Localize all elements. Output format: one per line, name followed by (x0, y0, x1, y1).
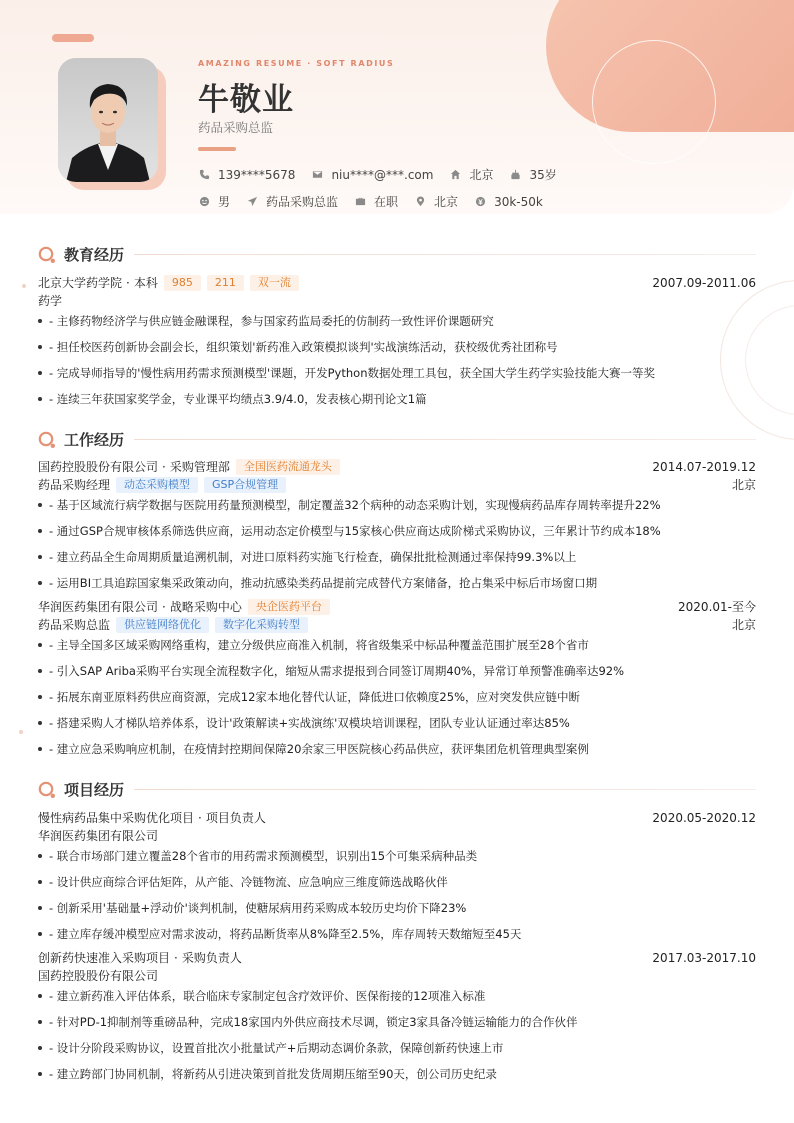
major: 药学 (38, 294, 63, 308)
phone-text: 139****5678 (218, 167, 296, 182)
title-underline (198, 147, 236, 151)
project-org-row (38, 827, 756, 844)
job-bullet: - 引入SAP Ariba采购平台实现全流程数字化，缩短从需求提报到合同签订周期40%，异常订单预警准确率达92% (38, 663, 756, 679)
education-bullet: - 连续三年获国家奖学金，专业课平均绩点3.9/4.0，发表核心期刊论文1篇 (38, 391, 756, 407)
project-bullet: - 设计供应商综合评估矩阵，从产能、冷链物流、应急响应三维度筛选战略伙伴 (38, 874, 756, 890)
education-period: 2007.09-2011.06 (652, 275, 756, 290)
section-search-icon (38, 246, 56, 264)
target-position-text: 药品采购总监 (266, 195, 339, 209)
location-pin-icon (414, 196, 426, 208)
skill-tag: 数字化采购转型 (215, 617, 308, 633)
skill-tag: 动态采购模型 (116, 477, 198, 493)
education-title: 教育经历 (64, 246, 125, 264)
education-bullet: - 完成导师指导的'慢性病用药需求预测模型'课题，开发Python数据处理工具包，获全国大学生药学实验技能大赛一等奖 (38, 365, 756, 381)
project-bullet: - 设计分阶段采购协议，设置首批次小批量试产+后期动态调价条款，保障创新药快速上市 (38, 1040, 756, 1056)
resume-header (0, 0, 794, 214)
home-city-text: 北京 (469, 168, 494, 182)
email-text: niu****@***.com (331, 167, 434, 182)
salary-icon (474, 196, 486, 208)
briefcase-icon (354, 196, 366, 208)
project-bullet: - 建立新药准入评估体系，联合临床专家制定包含疗效评价、医保衔接的12项准入标准 (38, 988, 756, 1004)
home-city-item (449, 166, 493, 183)
projects-section-header (38, 779, 756, 800)
page-decor-dot (19, 730, 23, 734)
company-name: 国药控股股份有限公司 (38, 460, 159, 474)
skill-tag: GSP合规管理 (204, 477, 286, 493)
age-item (509, 166, 556, 183)
target-city-text: 北京 (434, 195, 459, 209)
contact-row-1 (198, 166, 573, 183)
job-bullet: - 主导全国多区域采购网络重构，建立分级供应商准入机制，将省级集采中标品种覆盖范围扩展至28个省市 (38, 637, 756, 653)
phone-item (198, 168, 295, 182)
salary-item (474, 195, 543, 209)
target-city-item (414, 193, 458, 210)
job-bullet: - 建立应急采购响应机制，在疫情封控期间保障20余家三甲医院核心药品供应，获评集团危机管理典型案例 (38, 741, 756, 757)
resume-eyebrow: AMAZING RESUME · SOFT RADIUS (198, 59, 395, 68)
skill-tag: 供应链网络优化 (116, 617, 209, 633)
school-tag: 双一流 (250, 275, 299, 291)
projects-title: 项目经历 (64, 781, 125, 799)
gender-icon (198, 196, 210, 208)
header-decor-ring (592, 40, 716, 164)
avatar (58, 58, 158, 182)
section-divider (134, 439, 756, 440)
phone-icon (198, 169, 210, 181)
company-name: 华润医药集团有限公司 (38, 600, 159, 614)
job-entry-header (38, 458, 756, 475)
project-role: 采购负责人 (181, 951, 242, 965)
project-bullet: - 针对PD-1抑制剂等重磅品种，完成18家国内外供应商技术尽调，锁定3家具备冷链运输能力的合作伙伴 (38, 1014, 756, 1030)
candidate-title: 药品采购总监 (198, 120, 274, 135)
work-title: 工作经历 (64, 431, 125, 449)
project-role: 项目负责人 (205, 811, 266, 825)
employment-status-text: 在职 (374, 195, 399, 209)
section-search-icon (38, 781, 56, 799)
company-tag: 全国医药流通龙头 (236, 459, 340, 475)
mail-icon (311, 169, 323, 181)
age-text: 35岁 (529, 168, 557, 182)
project-period: 2017.03-2017.10 (652, 950, 756, 965)
job-bullet: - 建立药品全生命周期质量追溯机制，对进口原料药实施飞行检查，确保批批检测通过率保持99.3%以上 (38, 549, 756, 565)
project-period: 2020.05-2020.12 (652, 810, 756, 825)
page-decor-dot (22, 284, 26, 288)
job-role-row (38, 476, 756, 493)
send-icon (246, 196, 258, 208)
job-bullet: - 拓展东南亚原料药供应商资源，完成12家本地化替代认证，降低进口依赖度25%，应对突发供应链中断 (38, 689, 756, 705)
job-bullet: - 基于区域流行病学数据与医院用药量预测模型，制定覆盖32个病种的动态采购计划，实现慢病药品库存周转率提升22% (38, 497, 756, 513)
home-icon (449, 169, 461, 181)
education-major-row (38, 292, 756, 309)
cake-icon (509, 169, 521, 181)
section-search-icon (38, 431, 56, 449)
separator-dot: · (174, 950, 178, 965)
gender-text: 男 (218, 195, 231, 209)
section-divider (134, 789, 756, 790)
separator-dot: · (126, 275, 130, 290)
candidate-name: 牛敬业 (198, 82, 294, 118)
job-city: 北京 (731, 618, 756, 632)
job-entry-header (38, 598, 756, 615)
department: 战略采购中心 (169, 600, 242, 614)
project-name: 慢性病药品集中采购优化项目 (38, 811, 195, 825)
job-bullet: - 搭建采购人才梯队培养体系，设计'政策解读+实战演练'双模块培训课程，团队专业认证通过率达85% (38, 715, 756, 731)
salary-text: 30k-50k (494, 194, 543, 209)
target-position-item (246, 193, 338, 210)
school-name: 北京大学药学院 (38, 276, 123, 290)
separator-dot: · (198, 810, 202, 825)
gender-item (198, 193, 230, 210)
job-bullet: - 通过GSP合规审核体系筛选供应商，运用动态定价模型与15家核心供应商达成阶梯式采购协议，三年累计节约成本18% (38, 523, 756, 539)
project-bullet: - 建立库存缓冲模型应对需求波动，将药品断货率从8%降至2.5%，库存周转天数缩短至45天 (38, 926, 756, 942)
education-entry-header (38, 274, 756, 291)
project-bullet: - 联合市场部门建立覆盖28个省市的用药需求预测模型，识别出15个可集采病种品类 (38, 848, 756, 864)
job-role-row (38, 616, 756, 633)
contact-row-2 (198, 193, 559, 210)
separator-dot: · (162, 459, 166, 474)
school-tag: 211 (207, 275, 244, 291)
section-divider (134, 254, 756, 255)
project-org-row (38, 967, 756, 984)
company-tag: 央企医药平台 (248, 599, 330, 615)
header-decor-bar (52, 34, 94, 42)
job-bullet: - 运用BI工具追踪国家集采政策动向，推动抗感染类药品提前完成替代方案储备，抢占集采中标后市场窗口期 (38, 575, 756, 591)
job-period: 2020.01-至今 (678, 600, 756, 614)
education-bullet: - 主修药物经济学与供应链金融课程，参与国家药监局委托的仿制药一致性评价课题研究 (38, 313, 756, 329)
project-entry-header (38, 949, 756, 966)
project-bullet: - 创新采用'基础量+浮动价'谈判机制，使糖尿病用药采购成本较历史均价下降23% (38, 900, 756, 916)
degree: 本科 (133, 276, 158, 290)
project-org: 华润医药集团有限公司 (38, 829, 159, 843)
email-item (311, 168, 433, 182)
job-role: 药品采购经理 (38, 478, 111, 492)
education-section-header (38, 244, 756, 265)
project-bullet: - 建立跨部门协同机制，将新药从引进决策到首批发货周期压缩至90天，创公司历史纪录 (38, 1066, 756, 1082)
department: 采购管理部 (169, 460, 230, 474)
work-section-header (38, 429, 756, 450)
project-entry-header (38, 809, 756, 826)
employment-status-item (354, 193, 398, 210)
separator-dot: · (162, 599, 166, 614)
job-city: 北京 (731, 478, 756, 492)
school-tag: 985 (164, 275, 201, 291)
project-name: 创新药快速准入采购项目 (38, 951, 171, 965)
job-period: 2014.07-2019.12 (652, 459, 756, 474)
job-role: 药品采购总监 (38, 618, 111, 632)
education-bullet: - 担任校医药创新协会副会长，组织策划'新药准入政策模拟谈判'实战演练活动，获校级优秀社团称号 (38, 339, 756, 355)
project-org: 国药控股股份有限公司 (38, 969, 159, 983)
